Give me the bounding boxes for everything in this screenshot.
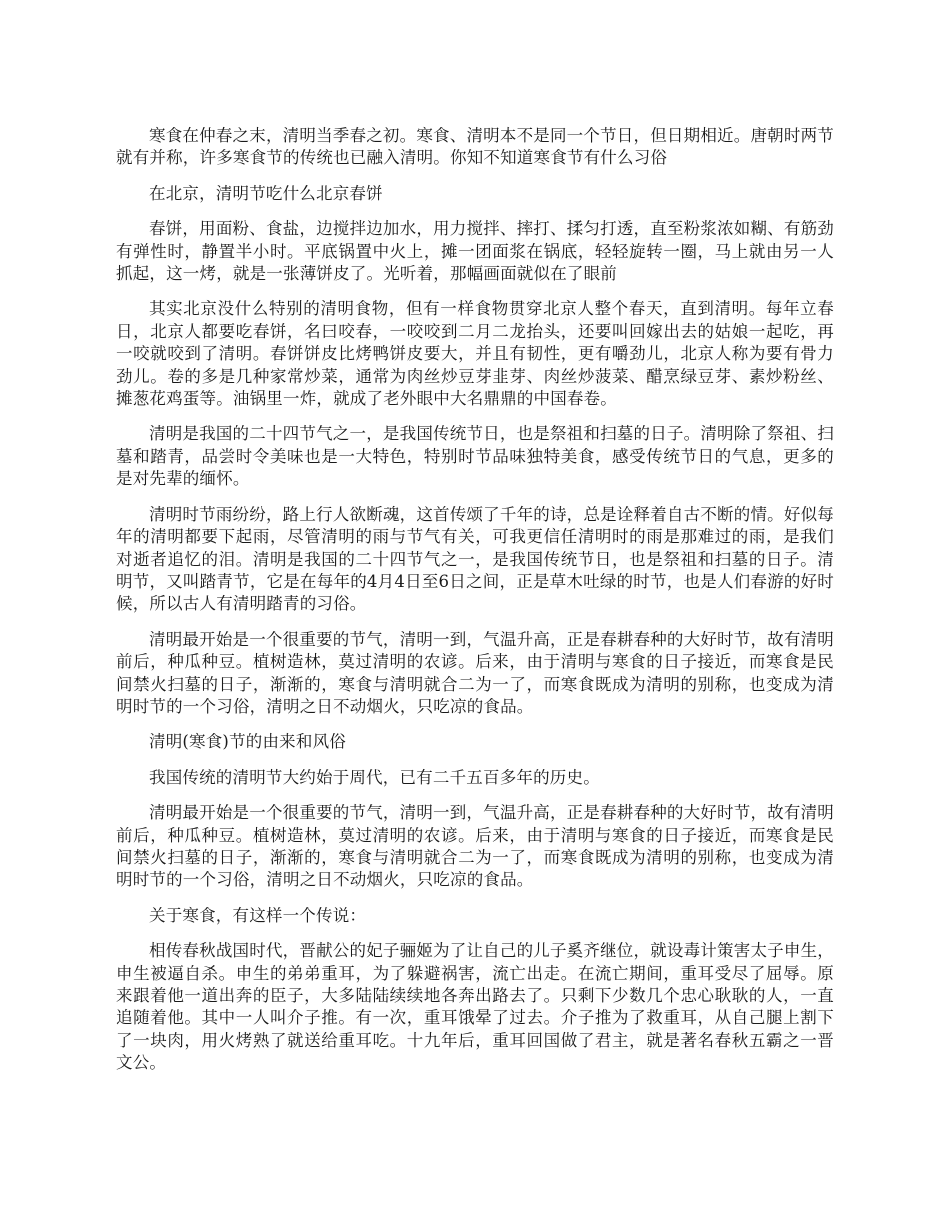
paragraph-3: 春饼，用面粉、食盐，边搅拌边加水，用力搅拌、摔打、揉匀打透，直至粉浆浓如糊、有筋劲有弹性时，静置半小时。平底锅置中火上，摊一团面浆在锅底，轻轻旋转一圈，马上就由另一人抓起，这一烤，就是一张薄饼皮了。光听着，那幅画面就似在了眼前 — [116, 219, 834, 284]
paragraph-1: 寒食在仲春之末，清明当季春之初。寒食、清明本不是同一个节日，但日期相近。唐朝时两节就有并称，许多寒食节的传统也已融入清明。你知不知道寒食节有什么习俗 — [116, 126, 834, 168]
document-body — [116, 125, 834, 1088]
paragraph-8: 清明(寒食)节的由来和风俗 — [149, 732, 346, 752]
paragraph-7: 清明最开始是一个很重要的节气，清明一到，气温升高，正是春耕春种的大好时节，故有清明前后，种瓜种豆。植树造林，莫过清明的农谚。后来，由于清明与寒食的日子接近，而寒食是民间禁火扫墓的日子，渐渐的，寒食与清明就合二为一了，而寒食既成为清明的别称，也变成为清明时节的一个习俗，清明之日不动烟火，只吃凉的食品。 — [116, 629, 834, 716]
paragraph-5: 清明是我国的二十四节气之一，是我国传统节日，也是祭祖和扫墓的日子。清明除了祭祖、扫墓和踏青，品尝时令美味也是一大特色，特别时节品味独特美食，感受传统节日的气息，更多的是对先辈的缅怀。 — [116, 424, 834, 489]
paragraph-2: 在北京，清明节吃什么北京春饼 — [149, 183, 383, 203]
paragraph-6: 清明时节雨纷纷，路上行人欲断魂，这首传颂了千年的诗，总是诠释着自古不断的情。好似每年的清明都要下起雨，尽管清明的雨与节气有关，可我更信任清明时的雨是那难过的雨，是我们对逝者追忆的泪。清明是我国的二十四节气之一，是我国传统节日，也是祭祖和扫墓的日子。清明节，又叫踏青节，它是在每年的4月4日至6日之间，正是草木吐绿的时节，也是人们春游的好时候，所以古人有清明踏青的习俗。 — [116, 504, 834, 614]
paragraph-4: 其实北京没什么特别的清明食物，但有一样食物贯穿北京人整个春天，直到清明。每年立春日，北京人都要吃春饼，名曰咬春，一咬咬到二月二龙抬头，还要叫回嫁出去的姑娘一起吃，再一咬就咬到了清明。春饼饼皮比烤鸭饼皮要大，并且有韧性，更有嚼劲儿，北京人称为要有骨力劲儿。卷的多是几种家常炒菜，通常为肉丝炒豆芽韭芽、肉丝炒菠菜、醋烹绿豆芽、素炒粉丝、摊葱花鸡蛋等。油锅里一炸，就成了老外眼中大名鼎鼎的中国春卷。 — [116, 299, 834, 409]
paragraph-10: 清明最开始是一个很重要的节气，清明一到，气温升高，正是春耕春种的大好时节，故有清明前后，种瓜种豆。植树造林，莫过清明的农谚。后来，由于清明与寒食的日子接近，而寒食是民间禁火扫墓的日子，渐渐的，寒食与清明就合二为一了，而寒食既成为清明的别称，也变成为清明时节的一个习俗，清明之日不动烟火，只吃凉的食品。 — [116, 803, 834, 890]
paragraph-11: 关于寒食，有这样一个传说： — [149, 905, 367, 925]
paragraph-9: 我国传统的清明节大约始于周代，已有二千五百多年的历史。 — [149, 767, 600, 787]
paragraph-12: 相传春秋战国时代，晋献公的妃子骊姬为了让自己的儿子奚齐继位，就设毒计策害太子申生，申生被逼自杀。申生的弟弟重耳，为了躲避祸害，流亡出走。在流亡期间，重耳受尽了屈辱。原来跟着他一道出奔的臣子，大多陆陆续续地各奔出路去了。只剩下少数几个忠心耿耿的人，一直追随着他。其中一人叫介子推。有一次，重耳饿晕了过去。介子推为了救重耳，从自己腿上割下了一块肉，用火烤熟了就送给重耳吃。十九年后，重耳回国做了君主，就是著名春秋五霸之一晋文公。 — [116, 941, 834, 1073]
